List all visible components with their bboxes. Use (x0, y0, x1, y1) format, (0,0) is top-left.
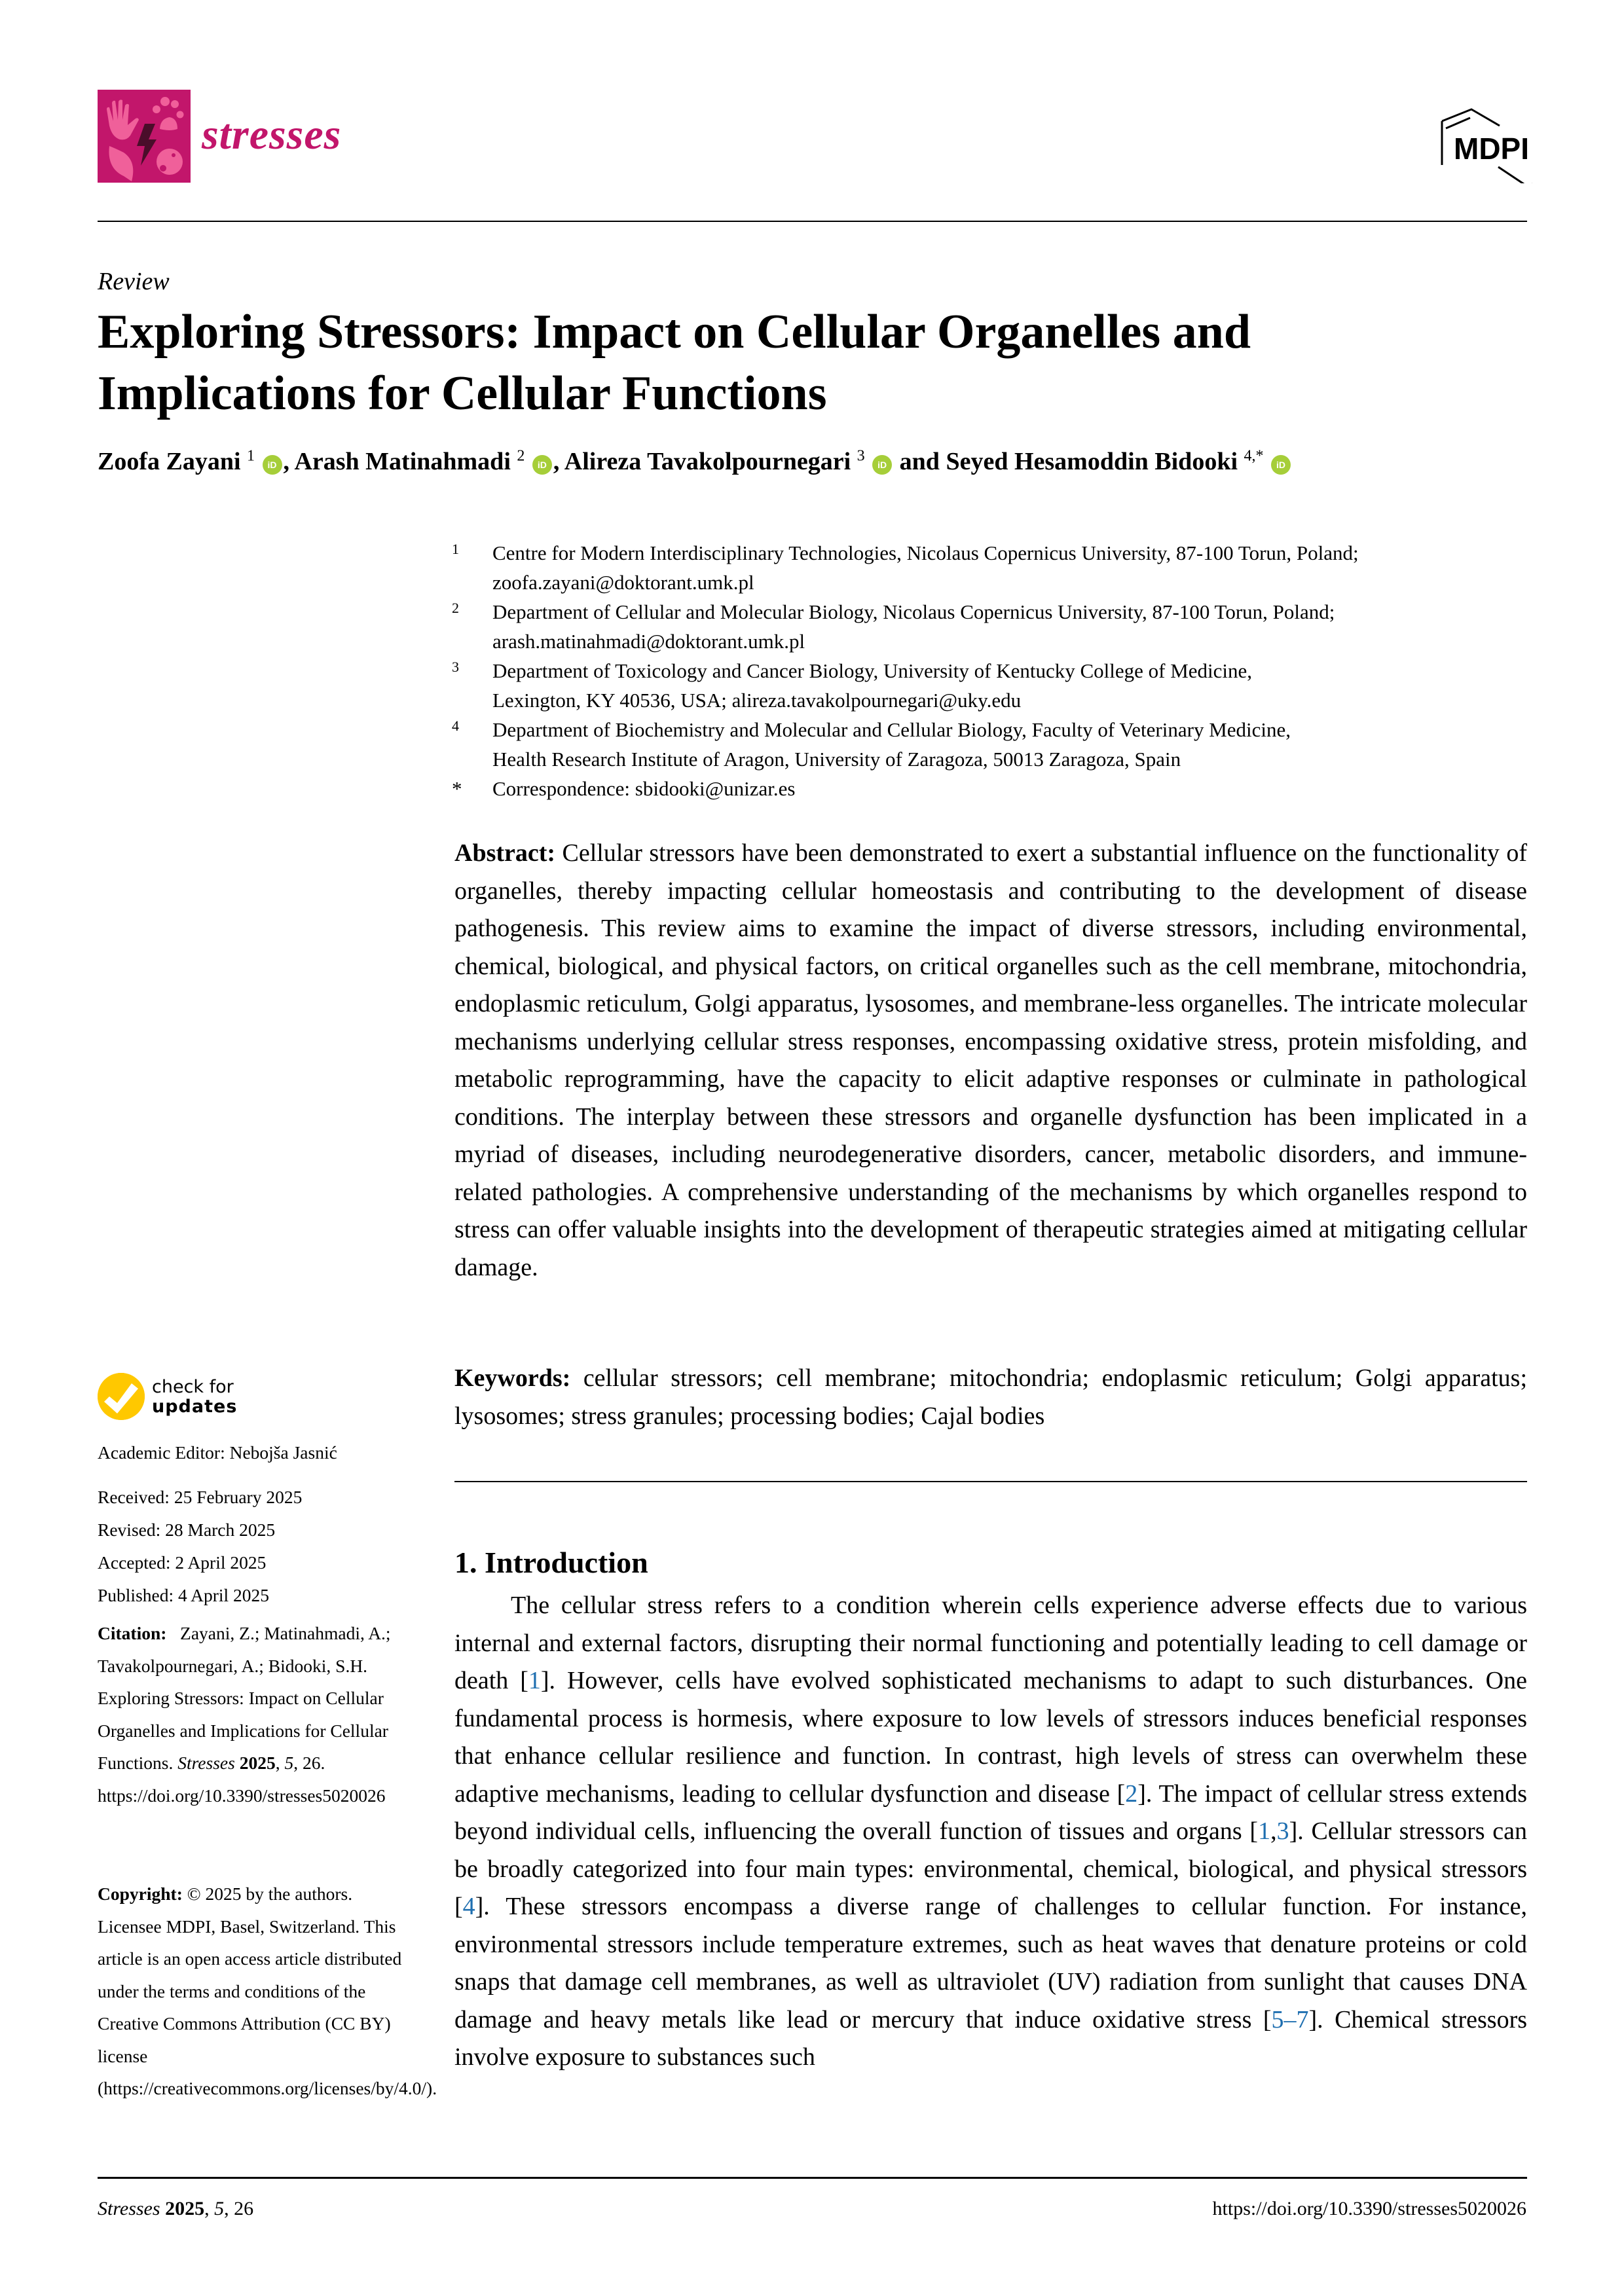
affiliation-text: Department of Biochemistry and Molecular and Cellular Biology, Faculty of Veterinary Medicine, (492, 718, 1291, 741)
author-name: Zoofa Zayani (98, 448, 241, 475)
correspondence-text[interactable]: Correspondence: sbidooki@unizar.es (492, 777, 796, 800)
affiliation-item (452, 597, 1532, 656)
citation-link[interactable]: 5–7 (1271, 2005, 1309, 2033)
date-revised: Revised: 28 March 2025 (98, 1520, 276, 1540)
svg-text:MDPI: MDPI (1454, 132, 1529, 166)
footer-doi-link[interactable]: https://doi.org/10.3390/stresses5020026 (1212, 2198, 1526, 2219)
affiliation-text: Department of Cellular and Molecular Biology, Nicolaus Copernicus University, 87-100 Torun, Poland; (492, 600, 1335, 623)
author-affiliation: 2 (517, 447, 525, 465)
citation-link[interactable]: 3 (1276, 1817, 1289, 1845)
affiliation-number: 2 (452, 600, 459, 616)
footer-journal: Stresses (98, 2198, 160, 2219)
affiliation-item (452, 715, 1532, 774)
affiliation-email[interactable]: zoofa.zayani@doktorant.umk.pl (492, 571, 754, 594)
keywords-text: cellular stressors; cell membrane; mitochondria; endoplasmic reticulum; Golgi apparatus; lysosomes; stress granules; processing bodies; Cajal bodies (454, 1364, 1528, 1430)
body-text: ]. Cellular stressors can be broadly categorized into four main types: environmental, chemical, biological, and physical stressors [ (454, 1817, 1527, 1920)
mdpi-logo-icon (1408, 105, 1532, 183)
check-text-line-1: check for (152, 1377, 234, 1397)
journal-logo (98, 90, 191, 183)
citation-doi-link[interactable]: 26. https://doi.org/10.3390/stresses5020026 (98, 1753, 386, 1806)
title-line-1: Exploring Stressors: Impact on Cellular Organelles and (98, 305, 1251, 359)
body-text: ]. However, cells have evolved sophisticated mechanisms to adapt to such disturbances. One fundamental process is hormesis, where exposure to low levels of stressors induces beneficial responses that enhance cellular resilience and function. In contrast, high levels of stress can overwhelm these adaptive mechanisms, leading to cellular dysfunction and disease [ (454, 1667, 1527, 1808)
abstract (454, 835, 1527, 1286)
author-separator: , (283, 448, 295, 475)
body-text: The cellular stress refers to a condition wherein cells experience adverse effects due to various internal and external factors, disrupting their normal functioning and potentially leading to cell damage or death [ (454, 1592, 1527, 1694)
author-separator: , (553, 448, 564, 475)
intro-paragraph (454, 1587, 1527, 2077)
keywords (454, 1360, 1527, 1435)
affiliation-item (452, 656, 1532, 715)
citation-journal: Stresses (177, 1753, 235, 1773)
check-for-updates-icon[interactable] (98, 1373, 145, 1420)
affiliation-text: Centre for Modern Interdisciplinary Technologies, Nicolaus Copernicus University, 87-100 Torun, Poland; (492, 541, 1359, 564)
journal-name: stresses (202, 111, 342, 158)
body-text: , (1270, 1817, 1277, 1845)
citation-block: Citation: Zayani, Z.; Matinahmadi, A.; Tavakolpournegari, A.; Bidooki, S.H. Exploring Stressors: Impact on Cellular Organelles and Implications for Cellular Functions. Stresses 2025, 5, 26. https://doi.org/10.3390/stresses5020026 (98, 1623, 391, 1806)
footer-year: 2025 (165, 2198, 205, 2219)
affiliation-text: Health Research Institute of Aragon, University of Zaragoza, 50013 Zaragoza, Spain (492, 748, 1181, 771)
author-affiliation: 3 (857, 447, 865, 465)
date-received: Received: 25 February 2025 (98, 1487, 303, 1507)
correspondence-mark: * (452, 777, 462, 800)
citation-volume: 5 (284, 1753, 294, 1773)
author-list (98, 447, 1538, 476)
mdpi-logo (1408, 105, 1532, 183)
citation-label: Citation: (98, 1623, 167, 1643)
abstract-divider (454, 1481, 1527, 1484)
orcid-icon[interactable]: iD (532, 455, 552, 475)
checkmark-icon (98, 1373, 145, 1420)
section-heading: 1. Introduction (454, 1546, 648, 1579)
footer-citation: Stresses 2025, 5, 26 (98, 2198, 254, 2219)
affiliation-email[interactable]: arash.matinahmadi@doktorant.umk.pl (492, 630, 805, 653)
article-title (98, 301, 1538, 424)
date-published: Published: 4 April 2025 (98, 1585, 270, 1605)
article-type: Review (98, 268, 170, 295)
footer-volume: 5 (214, 2198, 225, 2219)
affiliation-item (452, 538, 1532, 597)
copyright-text: © 2025 by the authors. Licensee MDPI, Basel, Switzerland. This article is an open access article distributed under the terms and conditions of the Creative Commons Attribution (CC BY) license (https://creativecommons.org/licenses/by/4.0/). (98, 1884, 437, 2098)
author-name: Arash Matinahmadi (294, 448, 511, 475)
date-accepted: Accepted: 2 April 2025 (98, 1552, 267, 1573)
orcid-icon[interactable]: iD (872, 455, 892, 475)
academic-editor: Academic Editor: Nebojša Jasnić (98, 1442, 337, 1463)
citation-link[interactable]: 1 (528, 1667, 541, 1694)
footer-divider (98, 2177, 1527, 2179)
journal-logo-icon (98, 90, 191, 183)
copyright-block (98, 1878, 437, 2105)
body-text: ]. Chemical stressors involve exposure to substances such (454, 2005, 1528, 2071)
author-affiliation: 1 (247, 447, 255, 465)
affiliation-text: Department of Toxicology and Cancer Biology, University of Kentucky College of Medicine, (492, 659, 1253, 682)
orcid-icon[interactable]: iD (263, 455, 282, 475)
citation-text: Zayani, Z.; Matinahmadi, A.; Tavakolpournegari, A.; Bidooki, S.H. Exploring Stressors: Impact on Cellular Organelles and Implications for Cellular Functions. (98, 1623, 391, 1773)
author-name: Seyed Hesamoddin Bidooki (946, 448, 1238, 475)
body-text: ]. The impact of cellular stress extends beyond individual cells, influencing the overall function of tissues and organs [ (454, 1779, 1527, 1845)
keywords-label: Keywords: (454, 1364, 571, 1392)
orcid-icon[interactable]: iD (1271, 455, 1291, 475)
author-name: Alireza Tavakolpournegari (564, 448, 851, 475)
affiliation-number: 1 (452, 541, 459, 557)
affiliation-number: 3 (452, 659, 459, 675)
correspondence (452, 774, 1532, 803)
body-text: ]. These stressors encompass a diverse range of challenges to cellular function. For instance, environmental stressors include temperature extremes, such as heat waves that denature proteins or cold snaps that damage cell membranes, as well as ultraviolet (UV) radiation from sunlight that causes DNA damage and heavy metals like lead or mercury that induce oxidative stress [ (454, 1893, 1527, 2033)
abstract-label: Abstract: (454, 839, 556, 867)
citation-link[interactable]: 2 (1125, 1779, 1138, 1808)
header-divider (98, 221, 1527, 222)
citation-link[interactable]: 4 (462, 1893, 475, 1920)
check-text-line-2: updates (152, 1396, 238, 1417)
affiliations (452, 538, 1532, 803)
affiliation-text: Lexington, KY 40536, USA; alireza.tavakolpournegari@uky.edu (492, 689, 1022, 712)
citation-year: 2025 (239, 1753, 276, 1773)
copyright-label: Copyright: (98, 1884, 183, 1904)
footer-article-number: 26 (234, 2198, 254, 2219)
title-line-2: Implications for Cellular Functions (98, 367, 827, 420)
check-for-updates-button[interactable] (152, 1377, 237, 1417)
abstract-text: Cellular stressors have been demonstrated to exert a substantial influence on the functionality of organelles, thereby impacting cellular homeostasis and contributing to the development of disease pathogenesis. This review aims to examine the impact of diverse stressors, including environmental, chemical, biological, and physical factors, on critical organelles such as the cell membrane, mitochondria, endoplasmic reticulum, Golgi apparatus, lysosomes, and membrane-less organelles. The intricate molecular mechanisms underlying cellular stress responses, encompassing oxidative stress, protein misfolding, and metabolic reprogramming, have the capacity to elicit adaptive responses or culminate in pathological conditions. The interplay between these stressors and organelle dysfunction has been implicated in a myriad of diseases, including neurodegenerative disorders, cancer, metabolic disorders, and immune-related pathologies. A comprehensive understanding of the mechanisms by which organelles respond to stress can offer valuable insights into the development of therapeutic strategies aimed at mitigating cellular damage. (454, 839, 1528, 1281)
author-affiliation: 4,* (1244, 447, 1264, 465)
citation-link[interactable]: 1 (1258, 1817, 1271, 1845)
author-separator: and (893, 448, 946, 475)
affiliation-number: 4 (452, 718, 459, 734)
